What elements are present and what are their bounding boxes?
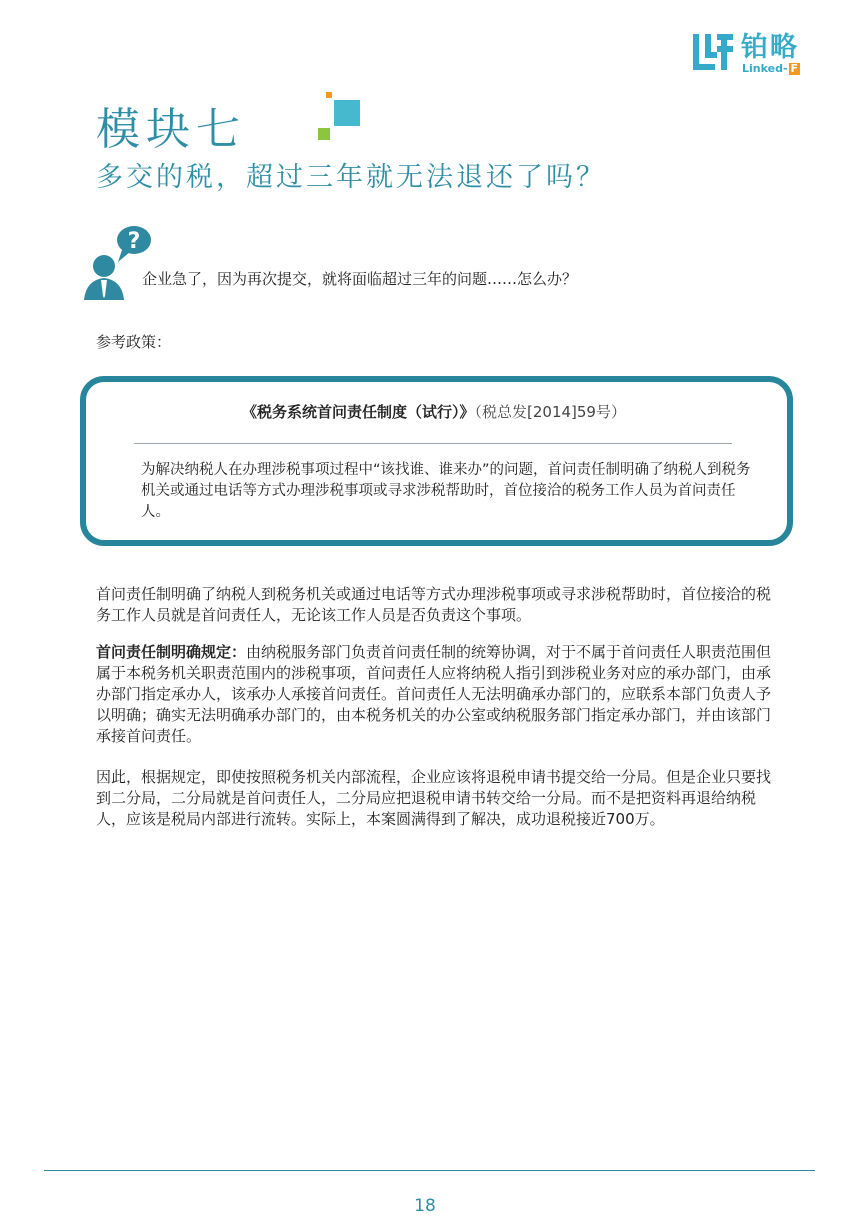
- policy-text: 为解决纳税人在办理涉税事项过程中“该找谁、谁来办”的问题，首问责任制明确了纳税人到税务机关或通过电话等方式办理涉税事项或寻求涉税帮助时，首位接洽的税务工作人员为首问责任人。: [141, 462, 751, 520]
- decorative-squares-icon: [316, 90, 366, 146]
- body-paragraph-1: 首问责任制明确了纳税人到税务机关或通过电话等方式办理涉税事项或寻求涉税帮助时，首位接洽的税务工作人员就是首问责任人，无论该工作人员是否负责这个事项。: [96, 585, 772, 624]
- paragraph-lead: 首问责任制明确规定：: [96, 643, 247, 661]
- logo-name-en: Linked- F: [742, 62, 799, 75]
- logo-name-cn: 铂略: [741, 32, 799, 63]
- question-text: 企业急了，因为再次提交，就将面临超过三年的问题……怎么办？: [142, 270, 578, 288]
- brand-logo: [693, 32, 813, 76]
- policy-title: 《税务系统首问责任制度（试行）》: [242, 403, 475, 421]
- body-paragraph-3: 因此，根据规定，即使按照税务机关内部流程，企业应该将退税申请书提交给一分局。但是企业只要找到二分局，二分局就是首问责任人，二分局应把退税申请书转交给一分局。而不是把资料再退给纳税人，应该是税局内部进行流转。实际上，本案圆满得到了解决，成功退税接近700万。: [96, 768, 772, 828]
- page-subtitle: 多交的税，超过三年就无法退还了吗？: [96, 162, 606, 193]
- policy-heading: [134, 400, 734, 424]
- policy-doc-number: （税总发[2014]59号）: [474, 403, 626, 421]
- module-title: 模块七: [96, 104, 246, 155]
- policy-divider: [134, 443, 732, 444]
- question-person-icon: [82, 222, 156, 302]
- page-number: 18: [414, 1196, 436, 1216]
- paragraph-text: 由纳税服务部门负责首问责任制的统筹协调，对于不属于首问责任人职责范围但属于本税务机关职责范围内的涉税事项，首问责任人应将纳税人指引到涉税业务对应的承办部门，由承办部门指定承办人，该承办人承接首问责任。首问责任人无法明确承办部门的，应联系本部门负责人予以明确；确实无法明确承办部门的，由本税务机关的办公室或纳税服务部门指定承办部门，并由该部门承接首问责任。: [96, 643, 772, 745]
- body-paragraph-2: [96, 642, 776, 747]
- reference-label: 参考政策：: [96, 333, 172, 351]
- svg-text:?: ?: [127, 229, 141, 254]
- footer-divider: [44, 1170, 815, 1171]
- logo-mark-icon: [693, 32, 733, 72]
- logo-badge: F: [790, 62, 799, 75]
